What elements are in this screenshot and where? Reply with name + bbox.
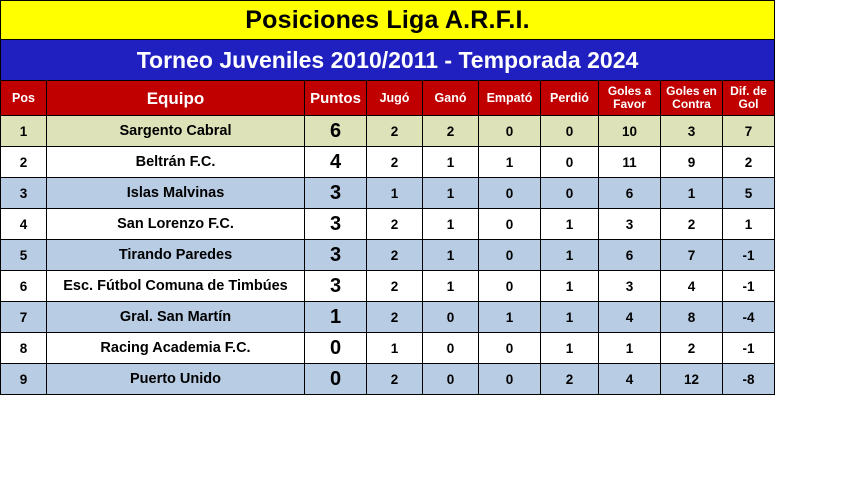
cell-equipo: Tirando Paredes [47, 240, 305, 271]
table-row [1, 364, 775, 395]
cell-perdio: 1 [541, 240, 599, 271]
cell-puntos: 3 [305, 209, 367, 240]
cell-goles-contra: 3 [661, 116, 723, 147]
cell-goles-contra: 1 [661, 178, 723, 209]
cell-empato: 0 [479, 116, 541, 147]
cell-empato: 0 [479, 364, 541, 395]
column-header-pos: Pos [1, 81, 47, 116]
cell-equipo: Racing Academia F.C. [47, 333, 305, 364]
cell-equipo: Islas Malvinas [47, 178, 305, 209]
cell-pos: 3 [1, 178, 47, 209]
cell-gano: 0 [423, 302, 479, 333]
cell-goles-favor: 6 [599, 178, 661, 209]
cell-pos: 9 [1, 364, 47, 395]
cell-dif-gol: -1 [723, 333, 775, 364]
cell-dif-gol: 7 [723, 116, 775, 147]
page-title: Posiciones Liga A.R.F.I. [1, 1, 775, 40]
cell-puntos: 4 [305, 147, 367, 178]
cell-jugo: 2 [367, 209, 423, 240]
cell-equipo: Sargento Cabral [47, 116, 305, 147]
cell-pos: 8 [1, 333, 47, 364]
cell-goles-contra: 12 [661, 364, 723, 395]
column-header-empato: Empató [479, 81, 541, 116]
cell-goles-favor: 1 [599, 333, 661, 364]
cell-jugo: 2 [367, 271, 423, 302]
cell-empato: 0 [479, 240, 541, 271]
cell-empato: 1 [479, 302, 541, 333]
cell-puntos: 6 [305, 116, 367, 147]
cell-goles-contra: 2 [661, 209, 723, 240]
cell-puntos: 0 [305, 333, 367, 364]
title-row [1, 1, 775, 40]
table-row [1, 209, 775, 240]
cell-jugo: 2 [367, 364, 423, 395]
cell-goles-contra: 9 [661, 147, 723, 178]
cell-empato: 0 [479, 333, 541, 364]
cell-jugo: 1 [367, 333, 423, 364]
table-row [1, 302, 775, 333]
cell-dif-gol: 1 [723, 209, 775, 240]
cell-equipo: Gral. San Martín [47, 302, 305, 333]
cell-perdio: 1 [541, 209, 599, 240]
column-header-jugo: Jugó [367, 81, 423, 116]
cell-equipo: San Lorenzo F.C. [47, 209, 305, 240]
cell-goles-contra: 8 [661, 302, 723, 333]
cell-gano: 1 [423, 271, 479, 302]
cell-empato: 0 [479, 271, 541, 302]
cell-dif-gol: -4 [723, 302, 775, 333]
cell-perdio: 1 [541, 333, 599, 364]
cell-dif-gol: -8 [723, 364, 775, 395]
cell-perdio: 1 [541, 302, 599, 333]
cell-goles-favor: 6 [599, 240, 661, 271]
cell-gano: 0 [423, 333, 479, 364]
cell-pos: 6 [1, 271, 47, 302]
column-header-goles-contra: Goles en Contra [661, 81, 723, 116]
cell-equipo: Beltrán F.C. [47, 147, 305, 178]
cell-perdio: 1 [541, 271, 599, 302]
cell-gano: 1 [423, 178, 479, 209]
cell-dif-gol: 2 [723, 147, 775, 178]
cell-goles-favor: 10 [599, 116, 661, 147]
column-header-puntos: Puntos [305, 81, 367, 116]
cell-puntos: 3 [305, 178, 367, 209]
column-header-goles-favor: Goles a Favor [599, 81, 661, 116]
tournament-subtitle: Torneo Juveniles 2010/2011 - Temporada 2024 [1, 40, 775, 81]
cell-pos: 7 [1, 302, 47, 333]
cell-puntos: 3 [305, 271, 367, 302]
cell-dif-gol: -1 [723, 240, 775, 271]
column-header-equipo: Equipo [47, 81, 305, 116]
cell-jugo: 2 [367, 116, 423, 147]
column-header-perdio: Perdió [541, 81, 599, 116]
cell-goles-favor: 11 [599, 147, 661, 178]
cell-perdio: 0 [541, 178, 599, 209]
cell-empato: 0 [479, 178, 541, 209]
cell-goles-favor: 3 [599, 209, 661, 240]
cell-jugo: 2 [367, 240, 423, 271]
cell-dif-gol: 5 [723, 178, 775, 209]
column-header-gano: Ganó [423, 81, 479, 116]
subtitle-row [1, 40, 775, 81]
table-row [1, 116, 775, 147]
cell-equipo: Esc. Fútbol Comuna de Timbúes [47, 271, 305, 302]
table-row [1, 271, 775, 302]
cell-goles-favor: 3 [599, 271, 661, 302]
cell-pos: 4 [1, 209, 47, 240]
table-header-row [1, 81, 775, 116]
cell-jugo: 2 [367, 147, 423, 178]
table-row [1, 178, 775, 209]
cell-dif-gol: -1 [723, 271, 775, 302]
cell-perdio: 2 [541, 364, 599, 395]
cell-empato: 1 [479, 147, 541, 178]
cell-goles-favor: 4 [599, 364, 661, 395]
cell-perdio: 0 [541, 116, 599, 147]
column-header-dif-gol: Dif. de Gol [723, 81, 775, 116]
cell-pos: 5 [1, 240, 47, 271]
cell-puntos: 3 [305, 240, 367, 271]
cell-empato: 0 [479, 209, 541, 240]
cell-pos: 2 [1, 147, 47, 178]
cell-gano: 1 [423, 240, 479, 271]
table-row [1, 333, 775, 364]
cell-goles-contra: 2 [661, 333, 723, 364]
cell-puntos: 0 [305, 364, 367, 395]
cell-gano: 1 [423, 147, 479, 178]
cell-goles-favor: 4 [599, 302, 661, 333]
cell-gano: 2 [423, 116, 479, 147]
cell-equipo: Puerto Unido [47, 364, 305, 395]
table-row [1, 240, 775, 271]
table-row [1, 147, 775, 178]
cell-jugo: 1 [367, 178, 423, 209]
cell-puntos: 1 [305, 302, 367, 333]
cell-goles-contra: 7 [661, 240, 723, 271]
cell-goles-contra: 4 [661, 271, 723, 302]
cell-jugo: 2 [367, 302, 423, 333]
cell-pos: 1 [1, 116, 47, 147]
cell-perdio: 0 [541, 147, 599, 178]
cell-gano: 1 [423, 209, 479, 240]
cell-gano: 0 [423, 364, 479, 395]
